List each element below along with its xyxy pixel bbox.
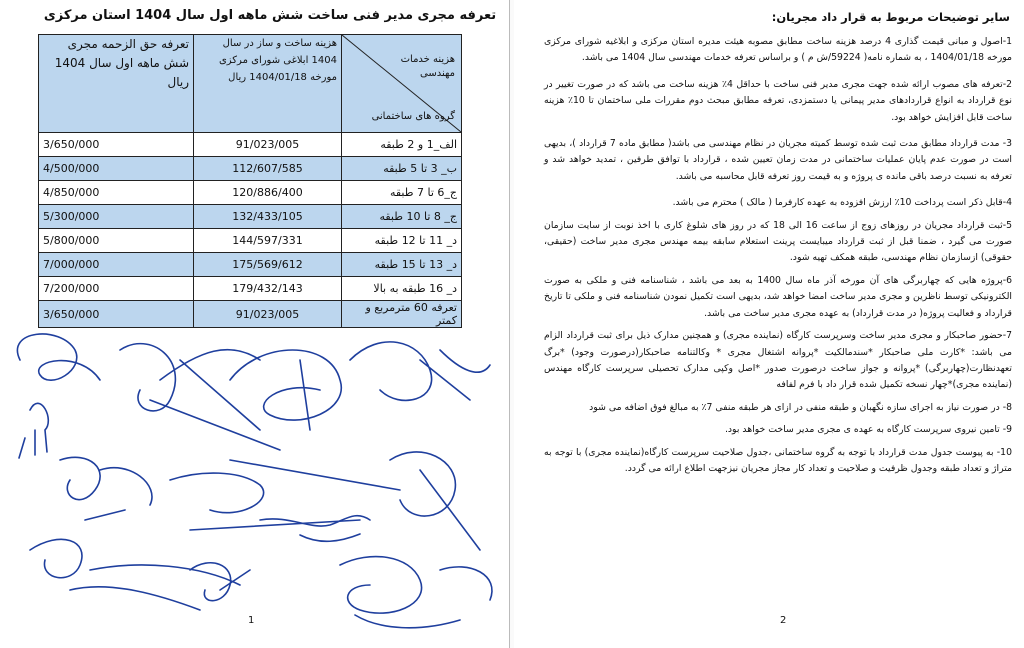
- cell-construction-cost: 120/886/400: [194, 181, 342, 205]
- cell-construction-cost: 112/607/585: [194, 157, 342, 181]
- clause-7: 7-حضور صاحبکار و مجری مدیر ساخت وسرپرست کارگاه (نماینده مجری) و همچنین مدارک ذیل برای ثبت قرارداد الزام می باشد: *کارت ملی صاحبکار *سندمالکیت *پروانه اشتغال مجری * وکالتنامه صاحبکار(درصورت وجود) *برگ تعهدنظارت(چهاربرگی) *پروانه و جواز ساخت درصورت صدور *اصل وکپی مدارک تحصیلی سرپرست کارگاه مهندس (نماینده مجری)*چهار نسخه تکمیل شده قرار داد با فرم لفافه: [544, 330, 1012, 391]
- cell-construction-cost: 91/023/005: [194, 301, 342, 328]
- fee-table: [38, 34, 462, 328]
- clause-10: 10- به پیوست جدول مدت قرارداد با توجه به گروه ساختمانی ،جدول صلاحیت سرپرست کارگاه(نماینده مجری) با توجه به متراژ و تعداد طبقه وجدول ظرفیت و صلاحیت و تعداد کار مجاز مجریان نیزجهت اطلاع ارائه می گردد.: [544, 446, 1012, 474]
- clause-1: 1-اصول و مبانی قیمت گذاری 4 درصد هزینه ساخت مطابق مصوبه هیئت مدیره استان مرکزی و ابلاغیه شورای مرکزی مورخه 1404/01/18 ، به شماره نامه( 59224/ش م ) و براساس تعرفه خدمات مهندسی سال 1404 می باشد.: [544, 36, 1012, 64]
- table-row: [39, 205, 462, 229]
- cell-building-group: د_ 16 طبقه به بالا: [342, 277, 462, 301]
- left-page: [0, 0, 510, 648]
- table-row: [39, 277, 462, 301]
- signatures-image: [0, 320, 510, 640]
- table-row: [39, 181, 462, 205]
- clause-5: 5-ثبت قرارداد مجریان در روزهای زوج از ساعت 16 الی 18 که در روز های شلوغ کاری با اخذ نوبت از سایت سازمان صورت می گیرد ، ضمنا قبل از ثبت قرارداد میبایست پرینت استعلام سابقه بیمه مهندس مجری مدیر ساخت (حقیقی، حقوقی) ازسازمان نظام مهندسی، طبقه همکف تهیه شود.: [544, 219, 1012, 264]
- table-row: [39, 253, 462, 277]
- cell-building-group: تعرفه 60 مترمربع و کمتر: [342, 301, 462, 328]
- cell-fee: 4/850/000: [39, 181, 194, 205]
- cell-fee: 4/500/000: [39, 157, 194, 181]
- clause-4: 4-قابل ذکر است پرداخت 10٪ ارزش افزوده به عهده کارفرما ( مالک ) محترم می باشد.: [672, 197, 1012, 209]
- header-building-groups: [342, 35, 462, 133]
- right-page: [514, 0, 1024, 648]
- cell-building-group: د_ 11 تا 12 طبقه: [342, 229, 462, 253]
- cell-building-group: ب_ 3 تا 5 طبقه: [342, 157, 462, 181]
- table-title: تعرفه مجری مدیر فنی ساخت شش ماهه اول سال 1404 استان مرکزی: [43, 8, 497, 23]
- clause-2: 2-تعرفه های مصوب ارائه شده جهت مجری مدیر فنی ساخت با حداقل 4٪ هزینه ساخت می باشد که در صورت تغییر در نوع قرارداد به انواع قراردادهای مدیر پیمانی یا دستمزدی، تعرفه مطابق مبحث دوم مقررات ملی ساختمان تا 10٪ هزینه ساخت قابل افزایش خواهد بود.: [544, 78, 1012, 123]
- cell-building-group: ج_6 تا 7 طبقه: [342, 181, 462, 205]
- cell-construction-cost: 144/597/331: [194, 229, 342, 253]
- page-number-right: 2: [780, 615, 787, 626]
- cell-fee: 3/650/000: [39, 301, 194, 328]
- cell-fee: 7/200/000: [39, 277, 194, 301]
- fee-table-body: [39, 133, 462, 328]
- cell-construction-cost: 132/433/105: [194, 205, 342, 229]
- table-header-row: [39, 35, 462, 133]
- header-building-group-label: گروه های ساختمانی: [371, 111, 455, 122]
- clauses-list: [544, 34, 1012, 483]
- header-construction-cost: هزینه ساخت و ساز در سال 1404 ابلاغی شورای مرکزی مورخه 1404/01/18 ریال: [194, 35, 342, 133]
- cell-fee: 7/000/000: [39, 253, 194, 277]
- clauses-title: سایر توضیحات مربوط به قرار داد مجریان:: [771, 10, 1010, 24]
- cell-building-group: ج_ 8 تا 10 طبقه: [342, 205, 462, 229]
- cell-construction-cost: 91/023/005: [194, 133, 342, 157]
- clause-9: 9- تامین نیروی سرپرست کارگاه به عهده ی مجری مدیر ساخت خواهد بود.: [724, 424, 1012, 436]
- cell-construction-cost: 175/569/612: [194, 253, 342, 277]
- cell-building-group: د_ 13 تا 15 طبقه: [342, 253, 462, 277]
- clause-3: 3- مدت قرارداد مطابق مدت ثبت شده توسط کمیته مجریان در نظام مهندسی می باشد( مطابق ماده 7 قرارداد )، بدیهی است در صورت عدم پایان عملیات ساختمانی در مدت زمان تعیین شده ، قرارداد با توافق طرفین ، تمدید خواهد شد و تعرفه به نسبت درصد باقی مانده ی پروژه و به قیمت روز تعرفه قابل محاسبه می باشد.: [544, 138, 1012, 182]
- page-number-left: 1: [248, 615, 255, 626]
- clause-8: 8- در صورت نیاز به اجرای سازه نگهبان و طبقه منفی در ازای هر طبقه منفی 7٪ به مبالغ فوق اضافه می شود: [589, 401, 1012, 413]
- cell-building-group: الف_1 و 2 طبقه: [342, 133, 462, 157]
- table-row: [39, 133, 462, 157]
- header-contractor-fee: تعرفه حق الزحمه مجری شش ماهه اول سال 1404 ریال: [39, 35, 194, 133]
- cell-fee: 5/300/000: [39, 205, 194, 229]
- cell-fee: 5/800/000: [39, 229, 194, 253]
- table-row: [39, 157, 462, 181]
- cell-construction-cost: 179/432/143: [194, 277, 342, 301]
- table-row: [39, 229, 462, 253]
- clause-6: 6-پروژه هایی که چهاربرگی های آن مورخه آذر ماه سال 1400 به بعد می باشد ، شناسنامه فنی و ملکی به صورت الکترونیکی توسط ناظرین و مجری مدیر ساخت امضا خواهد شد، بدیهی است تکمیل نمودن شناسنامه فنی و ملکی تا تاریخ قرارداد و فعالیت پروژه( در مدت قرارداد) به عهده مجری مدیر ساخت می باشد.: [544, 274, 1012, 319]
- header-engineering-cost-label: هزینه خدمات مهندسی: [400, 54, 455, 79]
- cell-fee: 3/650/000: [39, 133, 194, 157]
